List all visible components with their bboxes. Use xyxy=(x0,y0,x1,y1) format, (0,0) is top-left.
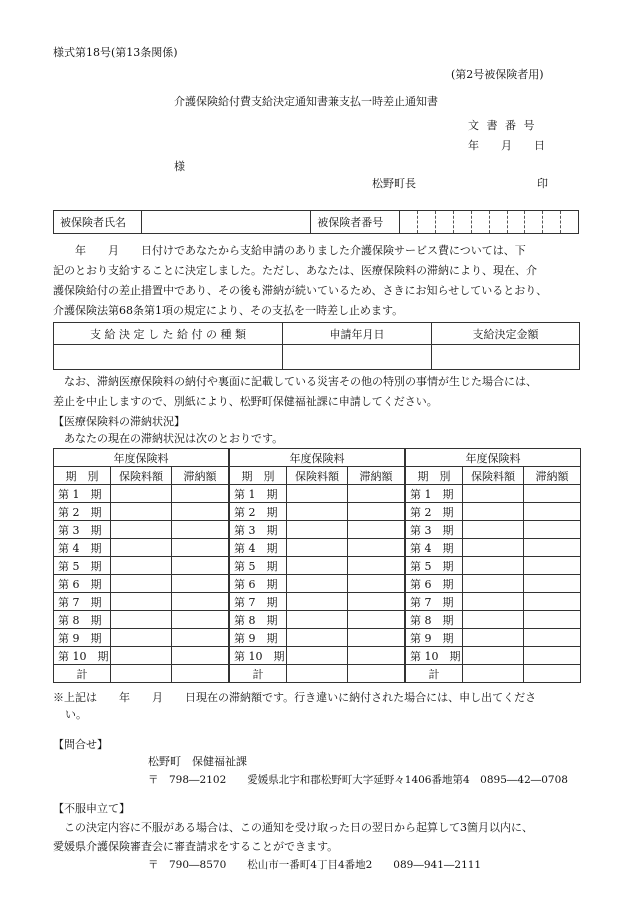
note-line: 差止を中止しますので、別紙により、松野町保健福祉課に申請してください。 xyxy=(53,395,438,408)
insured-number-digit xyxy=(543,211,561,234)
premium-cell xyxy=(111,611,172,629)
note-line: なお、滞納医療保険料の納付や裏面に記載している災害その他の特別の事情が生じた場合には、 xyxy=(53,375,537,388)
total-label: 計 xyxy=(406,665,463,683)
appeal-line: この決定内容に不服がある場合は、この通知を受け取った日の翌日から起算して3箇月以内に、 xyxy=(53,821,533,834)
premium-cell xyxy=(287,521,348,539)
period-label: 第 10 期 xyxy=(406,647,463,665)
document-number-label: 文 書 番 号 xyxy=(468,119,537,132)
decision-amount-header: 支給決定金額 xyxy=(432,323,580,345)
year-header: 年度保険料 xyxy=(54,449,229,467)
arrears-year-block xyxy=(53,448,229,683)
premium-header: 保険料額 xyxy=(463,467,524,485)
period-label: 第 6 期 xyxy=(406,575,463,593)
period-label: 第 1 期 xyxy=(54,485,111,503)
period-label: 第 2 期 xyxy=(54,503,111,521)
insured-number-digit xyxy=(471,211,489,234)
premium-cell xyxy=(111,539,172,557)
premium-cell xyxy=(111,521,172,539)
premium-cell xyxy=(463,521,524,539)
footnote-line: ※上記は 年 月 日現在の滞納額です。行き違いに納付された場合には、申し出てくださ xyxy=(53,691,537,704)
period-label: 第 8 期 xyxy=(54,611,111,629)
appeal-address: 〒 790―8570 松山市一番町4丁目4番地2 089―941―2111 xyxy=(148,859,482,871)
premium-total-cell xyxy=(111,665,172,683)
arrears-total-cell xyxy=(172,665,229,683)
total-label: 計 xyxy=(230,665,287,683)
period-label: 第 7 期 xyxy=(54,593,111,611)
arrears-cell xyxy=(348,629,405,647)
arrears-cell xyxy=(348,521,405,539)
period-label: 第 1 期 xyxy=(230,485,287,503)
period-label: 第 9 期 xyxy=(406,629,463,647)
inquiry-office: 松野町 保健福祉課 xyxy=(148,755,247,768)
application-date-header: 申請年月日 xyxy=(283,323,432,345)
appeal-paragraph xyxy=(53,818,533,856)
premium-cell xyxy=(287,575,348,593)
premium-cell xyxy=(463,647,524,665)
insured-number-digit xyxy=(525,211,543,234)
premium-cell xyxy=(287,503,348,521)
arrears-total-cell xyxy=(348,665,405,683)
insured-type: (第2号被保険者用) xyxy=(451,68,544,81)
arrears-cell xyxy=(348,539,405,557)
period-label: 第 7 期 xyxy=(230,593,287,611)
arrears-cell xyxy=(172,557,229,575)
premium-cell xyxy=(111,503,172,521)
period-label: 第 6 期 xyxy=(54,575,111,593)
arrears-cell xyxy=(524,521,581,539)
period-label: 第 4 期 xyxy=(230,539,287,557)
arrears-cell xyxy=(524,629,581,647)
arrears-header: 滞納額 xyxy=(172,467,229,485)
arrears-cell xyxy=(172,629,229,647)
premium-cell xyxy=(287,485,348,503)
arrears-cell xyxy=(172,593,229,611)
period-label: 第 5 期 xyxy=(406,557,463,575)
period-label: 第 2 期 xyxy=(230,503,287,521)
payment-decision-table xyxy=(53,322,580,370)
inquiry-heading: 【問合せ】 xyxy=(53,738,108,751)
period-label: 第 1 期 xyxy=(406,485,463,503)
notice-line: 年 月 日付けであなたから支給申請のありました介護保険サービス費については、下 xyxy=(53,244,526,257)
decision-amount-cell xyxy=(432,345,580,370)
period-label: 第 10 期 xyxy=(230,647,287,665)
arrears-cell xyxy=(524,503,581,521)
benefit-type-cell xyxy=(54,345,283,370)
period-label: 第 9 期 xyxy=(54,629,111,647)
arrears-cell xyxy=(172,539,229,557)
issuer-name: 松野町長 xyxy=(372,177,416,190)
inquiry-address: 〒 798―2102 愛媛県北宇和郡松野町大字延野々1406番地第4 0895―42―0708 xyxy=(148,774,568,786)
insured-number-digit xyxy=(561,211,579,234)
premium-total-cell xyxy=(287,665,348,683)
premium-total-cell xyxy=(463,665,524,683)
arrears-header: 滞納額 xyxy=(348,467,405,485)
period-label: 第 8 期 xyxy=(230,611,287,629)
seal-mark: 印 xyxy=(537,177,548,190)
arrears-cell xyxy=(348,485,405,503)
arrears-cell xyxy=(172,611,229,629)
year-header: 年度保険料 xyxy=(230,449,405,467)
premium-cell xyxy=(287,647,348,665)
period-label: 第 3 期 xyxy=(230,521,287,539)
arrears-cell xyxy=(172,575,229,593)
period-label: 第 4 期 xyxy=(406,539,463,557)
premium-cell xyxy=(463,485,524,503)
note-paragraph xyxy=(53,372,581,412)
addressee-suffix: 様 xyxy=(174,160,185,173)
premium-cell xyxy=(463,611,524,629)
arrears-year-block xyxy=(405,448,581,683)
premium-cell xyxy=(287,593,348,611)
insured-number-label: 被保険者番号 xyxy=(311,211,400,234)
arrears-cell xyxy=(524,575,581,593)
insured-number-digit xyxy=(436,211,454,234)
period-label: 第 4 期 xyxy=(54,539,111,557)
premium-cell xyxy=(111,485,172,503)
application-date-cell xyxy=(283,345,432,370)
premium-header: 保険料額 xyxy=(111,467,172,485)
premium-cell xyxy=(111,593,172,611)
period-label: 第 7 期 xyxy=(406,593,463,611)
appeal-line: 愛媛県介護保険審査会に審査請求をすることができます。 xyxy=(53,840,339,853)
arrears-cell xyxy=(524,647,581,665)
benefit-type-header: 支 給 決 定 し た 給 付 の 種 類 xyxy=(54,323,283,345)
insured-number-digit xyxy=(454,211,472,234)
arrears-cell xyxy=(172,503,229,521)
arrears-footnote xyxy=(53,689,536,723)
arrears-header: 滞納額 xyxy=(524,467,581,485)
notice-line: 護保険給付の差止措置中であり、その後も滞納が続いているため、さきにお知らせしているとおり、 xyxy=(53,284,548,297)
arrears-cell xyxy=(524,593,581,611)
arrears-year-block xyxy=(229,448,405,683)
appeal-heading: 【不服申立て】 xyxy=(53,802,130,815)
insured-number-digit xyxy=(400,211,418,234)
premium-cell xyxy=(463,503,524,521)
premium-cell xyxy=(111,557,172,575)
premium-cell xyxy=(463,557,524,575)
period-header: 期 別 xyxy=(54,467,111,485)
premium-cell xyxy=(111,647,172,665)
arrears-cell xyxy=(524,485,581,503)
arrears-cell xyxy=(348,647,405,665)
period-header: 期 別 xyxy=(406,467,463,485)
premium-cell xyxy=(463,539,524,557)
arrears-intro: あなたの現在の滞納状況は次のとおりです。 xyxy=(64,432,284,445)
notice-paragraph xyxy=(53,241,581,321)
period-label: 第 5 期 xyxy=(54,557,111,575)
arrears-cell xyxy=(348,611,405,629)
arrears-total-cell xyxy=(524,665,581,683)
arrears-cell xyxy=(348,503,405,521)
insured-number-digit xyxy=(507,211,525,234)
arrears-tables xyxy=(53,448,581,683)
arrears-cell xyxy=(172,647,229,665)
arrears-cell xyxy=(348,557,405,575)
arrears-cell xyxy=(348,593,405,611)
period-label: 第 5 期 xyxy=(230,557,287,575)
notice-line: 介護保険法第68条第1項の規定により、その支払を一時差し止めます。 xyxy=(53,304,404,317)
premium-cell xyxy=(111,575,172,593)
premium-cell xyxy=(287,557,348,575)
period-label: 第 10 期 xyxy=(54,647,111,665)
year-header: 年度保険料 xyxy=(406,449,581,467)
issue-date: 年 月 日 xyxy=(468,139,545,152)
document-title: 介護保険給付費支給決定通知書兼支払一時差止通知書 xyxy=(174,95,438,108)
arrears-cell xyxy=(172,485,229,503)
period-label: 第 3 期 xyxy=(54,521,111,539)
period-label: 第 8 期 xyxy=(406,611,463,629)
premium-header: 保険料額 xyxy=(287,467,348,485)
insured-name-label: 被保険者氏名 xyxy=(54,211,142,234)
period-header: 期 別 xyxy=(230,467,287,485)
period-label: 第 6 期 xyxy=(230,575,287,593)
premium-cell xyxy=(287,539,348,557)
arrears-cell xyxy=(524,611,581,629)
arrears-heading: 【医療保険料の滞納状況】 xyxy=(53,415,185,428)
insured-name-field xyxy=(142,211,311,234)
period-label: 第 3 期 xyxy=(406,521,463,539)
premium-cell xyxy=(463,629,524,647)
arrears-cell xyxy=(524,557,581,575)
arrears-cell xyxy=(348,575,405,593)
period-label: 第 2 期 xyxy=(406,503,463,521)
footnote-line: い。 xyxy=(65,708,87,721)
period-label: 第 9 期 xyxy=(230,629,287,647)
notice-line: 記のとおり支給することに決定しました。ただし、あなたは、医療保険料の滞納により、現在、介 xyxy=(53,264,537,277)
arrears-cell xyxy=(172,521,229,539)
insured-number-digit xyxy=(418,211,436,234)
premium-cell xyxy=(287,611,348,629)
premium-cell xyxy=(111,629,172,647)
insured-number-digit xyxy=(489,211,507,234)
insured-identity-table xyxy=(53,210,579,234)
arrears-cell xyxy=(524,539,581,557)
premium-cell xyxy=(287,629,348,647)
total-label: 計 xyxy=(54,665,111,683)
premium-cell xyxy=(463,575,524,593)
premium-cell xyxy=(463,593,524,611)
form-number: 様式第18号(第13条関係) xyxy=(53,46,178,59)
